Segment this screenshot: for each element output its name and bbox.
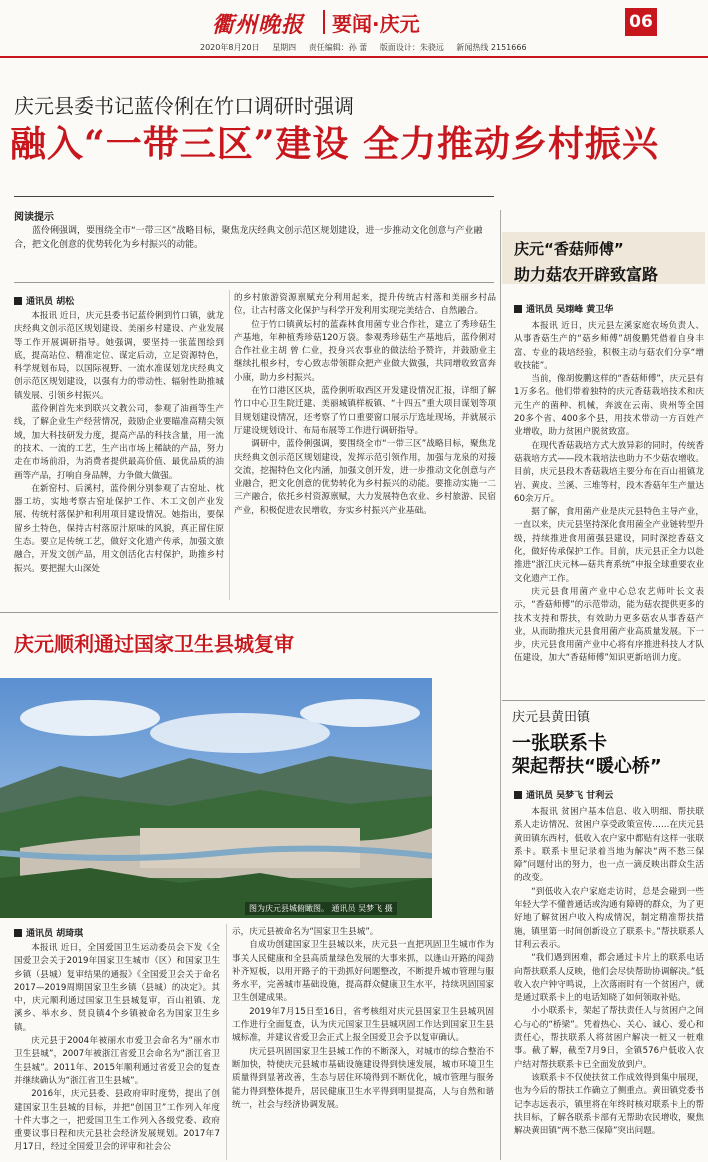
news-hotline: 新闻热线 2151666 <box>456 43 527 52</box>
paragraph: 自成功创建国家卫生县城以来，庆元县一直把巩固卫生城市作为事关人民健康和全县高质量绿色发展的大事来抓，以逢山开路的闯劲补齐短板，以用开路子的干劲抓好问题整改，不断提升城市管理与服务水平，完善城市基础设施，提高群众健康卫生水平，持续巩固国家卫生创建成果。 <box>232 940 494 1004</box>
paragraph: 本报讯 近日，庆元县委书记蓝伶俐到竹口镇，就龙庆经典文创示范区规划建设、美丽乡村建设、产业发展等工作开展调研指导。她强调，要坚持一张蓝图绘到底，提高站位、精准定位、谋定后动，立足资源特色，科学规划布局，以国际视野、一流水准谋划龙庆经典文创示范区规划建设，以强有力的带动性、辐射性助推城镇发展、引领乡村振兴。 <box>14 311 224 401</box>
paragraph: 在竹口港区区块，蓝伶俐听取西区开发建设情况汇报，详细了解竹口中心卫生院迁建、美丽城镇样板镇、“十四五”重大项目谋划等项目规划建设情况，还考察了竹口重要窗口展示厅选址现场，并就展示厅建设规划设计、布局布展等工作进行调研指导。 <box>234 386 496 436</box>
sidebar-top-body <box>514 320 704 698</box>
paragraph: 当前，像胡俊鹏这样的“香菇师傅”，庆元县有1万多名。他们带着独特的庆元香菇栽培技术和庆元生产的菌种、机械，奔波在云南、贵州等全国20多个省、400多个县，用技术带动一方百姓产业增收，助力贫困户脱贫致富。 <box>514 374 704 438</box>
mid-byline <box>14 926 83 939</box>
mid-column-2 <box>232 926 494 1160</box>
masthead-divider <box>323 10 325 34</box>
tip-rule <box>14 282 494 283</box>
sidebar-top-title-2: 助力菇农开辟致富路 <box>514 265 659 284</box>
photo-illustration <box>0 678 432 918</box>
paragraph: 在新窑村、后溪村，蓝伶俐分别参观了古窑址、枕器工坊，实地考察古窑址保护工作、木工文创产业发展、传统村落保护和利用项目建设情况。她指出，要保留乡土特色，保持古村落原汁原味的风貌，真正留住原生态。要立足传统工艺，做好文化遗产传承，加强文旅融合，开发文创产品，用文创活化古村保护，助推乡村振兴。要把握大山深处 <box>14 483 224 574</box>
paragraph: 调研中，蓝伶俐强调，要围绕全市“一带三区”战略目标，聚焦龙庆经典文创示范区规划建设，发挥示范引领作用，加强与龙泉的对接交流，挖掘特色文化内涵，加强文创开发，进一步推动文化创意与产业融合，把文化创意的优势转化为乡村振兴的动能。要推动实施一二三产融合，依托乡村资源禀赋，大力发展特色农业、乡村旅游、民宿产业，积极促进农民增收，夯实乡村振兴产业基础。 <box>234 439 496 516</box>
paragraph: 本报讯 近日，庆元县左溪家庭农场负责人、从事香菇生产的“菇乡师傅”胡俊鹏凭借着自身丰富、专业的栽培经验，积极主动与菇农们分享“增收技能”。 <box>514 321 704 371</box>
newspaper-logo: 衢州晚报 <box>212 12 305 38</box>
sidebar-rule <box>502 700 705 701</box>
reading-tip-text: 蓝伶俐强调，要围绕全市“一带三区”战略目标，聚焦龙庆经典文创示范区规划建设，进一步推动文化创意与产业融合，把文化创意的优势转化为乡村振兴的动能。 <box>14 226 483 250</box>
issue-date: 2020年8月20日 <box>200 43 260 52</box>
paragraph: 小小联系卡，架起了帮扶责任人与贫困户之间心与心的“桥梁”。凭着热心、关心、诚心、爱心和责任心，帮扶联系人将贫困户解决一桩又一桩难事。截了解，截至7月9日，全镇576户低收入农户结对帮扶联系卡已全面发放到户。 <box>514 1006 704 1070</box>
lead-column-2 <box>234 292 496 600</box>
byline-square-icon <box>514 791 522 799</box>
paragraph: 庆元县于2004年被丽水市爱卫会命名为“丽水市卫生县城”，2007年被浙江省爱卫会命名为“浙江省卫生县城”。2011年、2015年顺利通过省爱卫会的复查并继续确认为“浙江省卫生县城”。 <box>14 1036 220 1086</box>
mid-rule <box>0 612 498 613</box>
issue-weekday: 星期四 <box>272 43 297 52</box>
paragraph: 位于竹口镇黄坛村的蓝森林食用菌专业合作社，建立了秀珍菇生产基地，年种植秀珍菇120万袋。参观秀珍菇生产基地后，蓝伶俐对合作社业主胡 曾 仁业，投身兴农事业的做法给予赞许，并鼓励业主继续扎根乡村，专心致志带领群众把产业做大做强，共同增收致富奔小康，助力乡村振兴。 <box>234 319 496 383</box>
paragraph: 庆元县巩固国家卫生县城工作的不断深入，对城市的综合整治不断加快，特使庆元县城市基础设施建设得到快速发展，城市环境卫生质量得到显著改善，生态与居住环境得到不断优化，城市管理与服务能力得到整体提升，居民健康卫生水平得到明显提高，人与自然和谐统一，社会与经济协调发展。 <box>232 1046 494 1110</box>
column-divider <box>229 290 230 600</box>
page-number: 06 <box>625 8 657 36</box>
paragraph: “我们遇到困难，都会通过卡片上的联系电话向帮扶联系人反映，他们会尽快帮助协调解决。”低收入农户钟守鸣说，上次落雨时有一个贫困户，就是通过联系卡上的电话知晓了如何领取补贴。 <box>514 953 704 1004</box>
editor-credit: 责任编辑：孙 蕾 <box>308 43 368 52</box>
paragraph: 示，庆元县被命名为“国家卫生县城”。 <box>232 927 379 937</box>
paragraph: 的乡村旅游资源禀赋充分利用起来，提升传统古村落和美丽乡村品位，让古村落文化保护与科学开发利用实现完美结合、自然融合。 <box>234 293 496 317</box>
paragraph: 本报讯 贫困户基本信息、收入明细、帮扶联系人走访情况、贫困户享受政策宣传……在庆元县黄田镇东西村，低收入农户家中都贴有这样一张联系卡。联系卡里记录着当地为解决“两不愁三保障”问题付出的努力，也一点一滴反映出群众生活的改变。 <box>514 807 704 884</box>
sidebar-bottom-title-1: 一张联系卡 <box>512 732 608 754</box>
sidebar-bottom-kicker: 庆元县黄田镇 <box>512 710 591 725</box>
issue-info <box>200 42 537 53</box>
photo-caption: 图为庆元县城俯瞰图。 通讯员 吴梦飞 摄 <box>245 902 397 915</box>
sidebar-top-byline <box>514 302 613 315</box>
mid-headline: 庆元顺利通过国家卫生县城复审 <box>14 632 294 656</box>
paragraph: 2016年，庆元县委、县政府审时度势，提出了创建国家卫生县城的目标，并把“创国卫”工作列入年度十件大事之一，把爱国卫生工作列入各级党委、政府重要议事日程和庆元县社会经济发展规划。2017年7月17日，经过全国爱卫会的评审和社会公 <box>14 1089 220 1153</box>
sidebar-bottom-byline-text: 通讯员 吴梦飞 甘利云 <box>526 791 614 801</box>
sidebar-top-title-1: 庆元“香菇师傅” <box>514 240 624 258</box>
lead-headline: 融入“一带三区”建设 全力推动乡村振兴 <box>10 123 659 165</box>
paragraph: 据了解，食用菌产业是庆元县特色主导产业，一直以来，庆元县坚持深化食用菌全产业链转型升级，持续推进食用菌强县建设，同时深挖香菇文化，做好传承保护工作。目前，庆元县正全力以赴推进“浙江庆元林—菇共育系统”申报全球重要农业文化遗产工作。 <box>514 507 704 584</box>
paragraph: 蓝伶俐首先来到联兴文教公司，参观了油画等生产线，了解企业生产经营情况，鼓励企业要瞄准高精尖领域，加大科技研发力度，提高产品的科技含量，用一流的技术、一流的工艺，生产出市场上稀缺的产品，努力走在市场前沿，为消费者提供最高价值、最优品质的油画等产品，打响自身品牌，力争做大做强。 <box>14 404 224 481</box>
sidebar-bottom-body <box>514 806 704 1160</box>
paragraph: 2019年7月15日至16日，省考核组对庆元县国家卫生县城巩固工作进行全面复查，认为庆元国家卫生县城巩固工作达到国家卫生县城标准，并建议省爱卫会正式上报全国爱卫会予以复审确认。 <box>232 1006 494 1044</box>
masthead-rule <box>0 56 708 58</box>
column-divider <box>226 924 227 1160</box>
paragraph: “到低收入农户家庭走访时，总是会碰到一些年轻大学不懂普通话或沟通有障碍的群众，为了更好地了解贫困户收入构成情况，制定精准帮扶措施，镇里第一时间创新设立了联系卡。”帮扶联系人甘利云表示。 <box>514 886 704 950</box>
mid-column-1 <box>14 942 220 1160</box>
sidebar-bottom-title-2: 架起帮扶“暖心桥” <box>512 756 662 777</box>
paragraph: 本报讯 近日，全国爱国卫生运动委员会下发《全国爱卫会关于2019年国家卫生城市（区）和国家卫生乡镇（县城）复审结果的通报》《全国爱卫会关于命名2017—2019周期国家卫生乡镇（县城）的决定》。其中，庆元顺利通过国家卫生县城复审，百山祖镇、龙溪乡、举水乡、贤良镇4个乡镇被命名为国家卫生乡镇。 <box>14 943 220 1033</box>
byline-square-icon <box>514 305 522 313</box>
lead-byline-text: 通讯员 胡松 <box>26 297 75 307</box>
lead-subtitle: 庆元县委书记蓝伶俐在竹口调研时强调 <box>14 94 354 118</box>
section-name: 要闻·庆元 <box>332 12 420 36</box>
mid-byline-text: 通讯员 胡琦琪 <box>26 929 84 939</box>
sidebar-bottom-byline <box>514 788 613 801</box>
paragraph: 该联系卡不仅使扶贫工作成效得到集中展现，也为今后的帮扶工作确立了侧重点。黄田镇党委书记李志远表示，镇里将在年终时核对联系卡上的帮扶目标，了解各联系卡部有无帮助农民增收，聚焦解决黄田镇“两不愁三保障”突出问题。 <box>514 1072 704 1137</box>
byline-square-icon <box>14 297 22 305</box>
sidebar-divider <box>500 210 501 1160</box>
paragraph: 在现代香菇栽培方式大放异彩的同时，传统香菇栽培方式——段木栽培法也助力不少菇农增收。目前，庆元县段木香菇栽培主要分布在百山祖镇龙岩、黄皮、兰溪、三堆等村，段木香菇年生产量达60余万斤。 <box>514 440 704 504</box>
lead-byline <box>14 294 74 307</box>
designer-credit: 版面设计：朱骁远 <box>379 43 444 52</box>
sidebar-top-byline-text: 通讯员 吴翊峰 黄卫华 <box>526 305 614 315</box>
byline-square-icon <box>14 929 22 937</box>
county-aerial-photo <box>0 678 432 918</box>
headline-rule <box>14 196 494 197</box>
lead-column-1 <box>14 310 224 600</box>
paragraph: 庆元县食用菌产业中心总农艺师叶长文表示，“香菇师傅”的示范带动，能为菇农提供更多的技术支持和帮扶，有效助力更多菇农从事香菇产业，从而助推庆元县食用菌产业高质量发展。下一步，庆元县食用菌产业中心将有序推进科技人才队伍建设，加大“香菇师傅”知识更新培训力度。 <box>514 586 704 664</box>
reading-tip-label: 阅读提示 <box>14 212 54 223</box>
